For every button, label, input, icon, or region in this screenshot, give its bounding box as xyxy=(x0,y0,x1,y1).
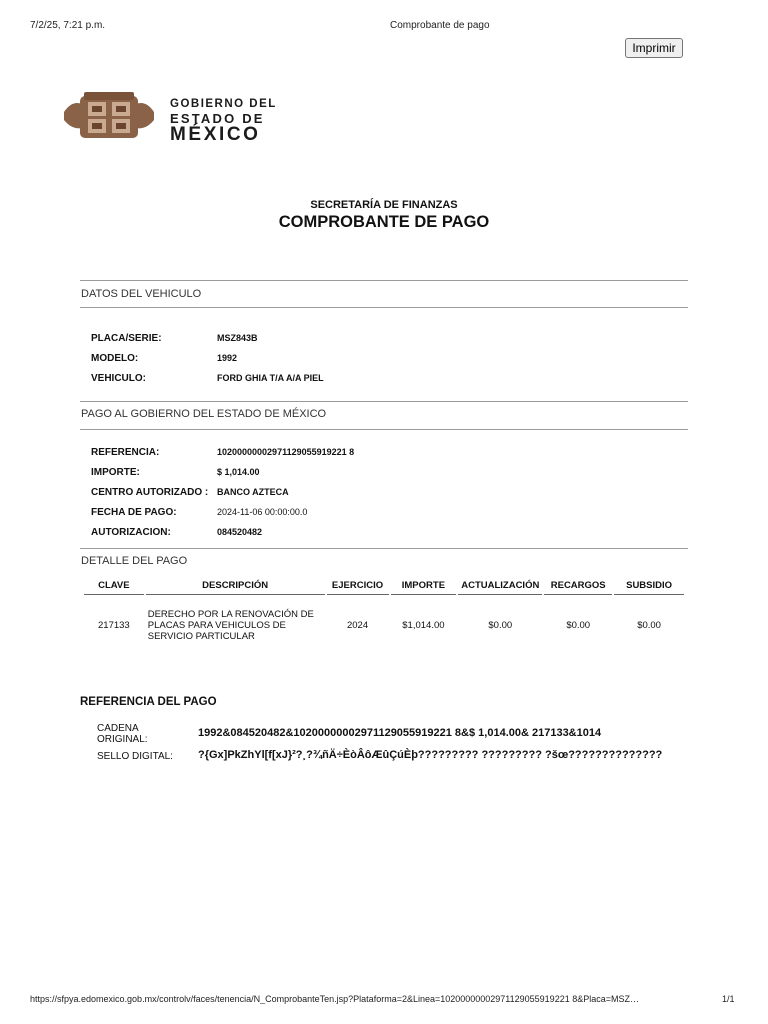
vehicle-section-heading: DATOS DEL VEHICULO xyxy=(81,288,202,300)
payment-date-label: FECHA DE PAGO: xyxy=(91,507,177,518)
print-page-title: Comprobante de pago xyxy=(390,20,490,31)
authorization-value: 084520482 xyxy=(217,527,263,537)
logo-line-1: GOBIERNO DEL xyxy=(170,98,277,110)
column-header: IMPORTE xyxy=(391,578,457,595)
column-header: RECARGOS xyxy=(544,578,612,595)
secretaria-title: SECRETARÍA DE FINANZAS xyxy=(310,199,458,211)
reference-label: REFERENCIA: xyxy=(91,447,160,458)
divider xyxy=(80,429,688,430)
government-logo-text xyxy=(170,99,277,144)
divider xyxy=(80,401,688,402)
table-row xyxy=(84,595,684,656)
model-value: 1992 xyxy=(217,353,238,363)
column-header: CLAVE xyxy=(84,578,144,595)
column-header: SUBSIDIO xyxy=(614,578,684,595)
payment-section-heading: PAGO AL GOBIERNO DEL ESTADO DE MÉXICO xyxy=(81,408,327,420)
cell-subsidio: $0.00 xyxy=(637,620,661,631)
logo-line-2: ESTADO DE xyxy=(170,110,265,126)
divider xyxy=(80,307,688,308)
authorized-center-label: CENTRO AUTORIZADO : xyxy=(91,487,209,498)
original-string-value: 1992&084520482&10200000002971129055919221 8&$ 1,014.00& 217133&1014 xyxy=(198,727,602,739)
print-button[interactable]: Imprimir xyxy=(625,38,683,58)
cell-descripcion: DERECHO POR LA RENOVACIÓN DE PLACAS PARA VEHICULOS DE SERVICIO PARTICULAR xyxy=(147,609,314,642)
divider xyxy=(80,280,688,281)
plate-value: MSZ843B xyxy=(217,333,258,343)
vehicle-label: VEHICULO: xyxy=(91,373,146,384)
authorized-center-value: BANCO AZTECA xyxy=(217,487,289,497)
digital-seal-value: ?{Gx]PkZhYl[f[xJ}²?¸?¾ñÄ÷ÈòÂôÆûÇúÈþ????????? ????????? ?šœ?????????????? xyxy=(198,749,663,761)
cell-importe: $1,014.00 xyxy=(402,620,445,631)
cell-ejercicio: 2024 xyxy=(346,620,369,631)
vehicle-value: FORD GHIA T/A A/A PIEL xyxy=(217,373,324,383)
column-header: ACTUALIZACIÓN xyxy=(458,578,542,595)
print-datetime: 7/2/25, 7:21 p.m. xyxy=(30,20,106,31)
page-title: COMPROBANTE DE PAGO xyxy=(278,213,490,231)
column-header: EJERCICIO xyxy=(327,578,389,595)
logo-line-3: MÉXICO xyxy=(170,123,261,145)
page-url: https://sfpya.edomexico.gob.mx/controlv/faces/tenencia/N_ComprobanteTen.jsp?Plataforma=2&Linea=10200000002971129055919221 8&Placa=MSZ… xyxy=(30,994,639,1004)
column-header: DESCRIPCIÓN xyxy=(146,578,325,595)
reference-value: 10200000002971129055919221 8 xyxy=(217,447,355,457)
digital-seal-label: SELLO DIGITAL: xyxy=(97,751,173,762)
cell-actualizacion: $0.00 xyxy=(488,620,513,631)
amount-label: IMPORTE: xyxy=(91,467,140,478)
payment-reference-heading: REFERENCIA DEL PAGO xyxy=(80,696,217,708)
coat-of-arms-icon xyxy=(62,92,156,140)
payment-detail-table xyxy=(82,578,686,656)
original-string-label: CADENA ORIGINAL: xyxy=(97,723,148,745)
detail-section-heading: DETALLE DEL PAGO xyxy=(81,555,188,567)
cell-clave: 217133 xyxy=(98,620,130,631)
plate-label: PLACA/SERIE: xyxy=(91,333,162,344)
divider xyxy=(80,548,688,549)
payment-date-value: 2024-11-06 00:00:00.0 xyxy=(217,507,308,517)
amount-value: $ 1,014.00 xyxy=(217,467,260,477)
authorization-label: AUTORIZACION: xyxy=(91,527,171,538)
model-label: MODELO: xyxy=(91,353,139,364)
page-count: 1/1 xyxy=(722,994,735,1004)
table-header-row xyxy=(84,578,684,595)
cell-recargos: $0.00 xyxy=(566,620,591,631)
